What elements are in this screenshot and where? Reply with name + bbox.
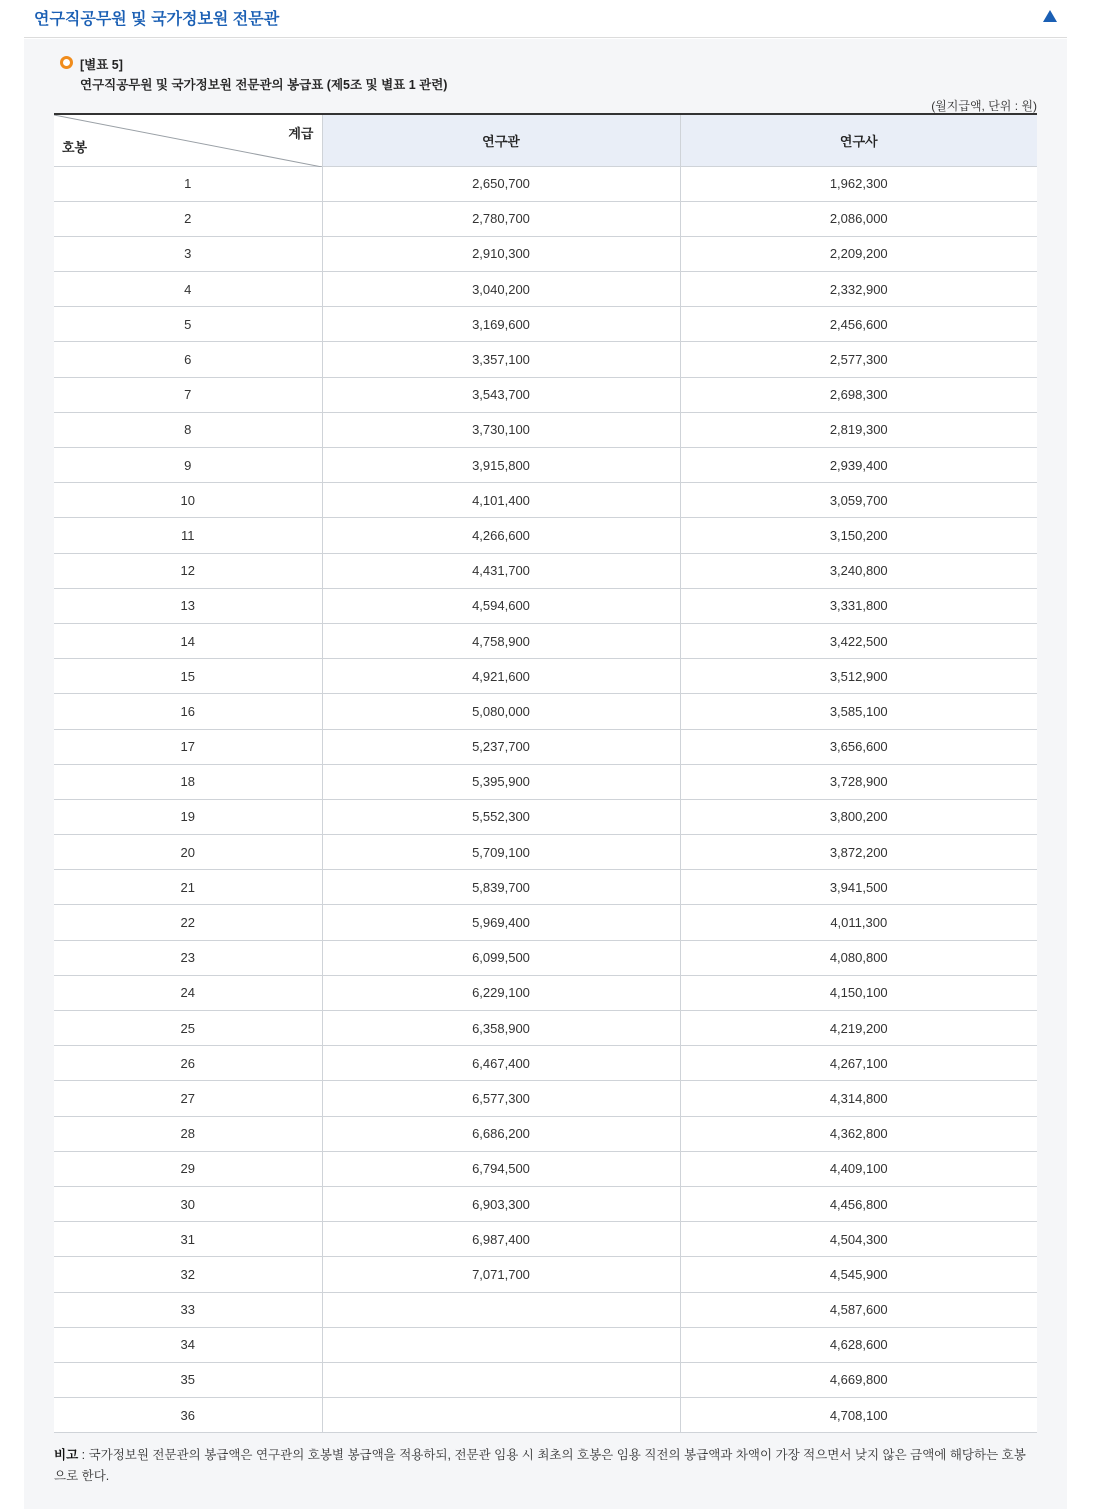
table-row <box>54 764 1037 799</box>
cell-researcher-senior: 6,987,400 <box>322 1222 680 1257</box>
cell-researcher-senior: 7,071,700 <box>322 1257 680 1292</box>
cell-step: 9 <box>54 448 322 483</box>
cell-researcher-senior: 4,594,600 <box>322 588 680 623</box>
cell-researcher-senior <box>322 1292 680 1327</box>
cell-researcher: 4,456,800 <box>680 1186 1037 1221</box>
cell-researcher-senior <box>322 1362 680 1397</box>
cell-step: 6 <box>54 342 322 377</box>
cell-step: 20 <box>54 835 322 870</box>
cell-researcher: 2,819,300 <box>680 412 1037 447</box>
cell-researcher: 2,577,300 <box>680 342 1037 377</box>
remark-text: : 국가정보원 전문관의 봉급액은 연구관의 호봉별 봉급액을 적용하되, 전문관 임용 시 최초의 호봉은 임용 직전의 봉급액과 차액이 가장 적으면서 낮지 않은 금액에 해당하는 호봉으로 한다. <box>54 1448 1026 1484</box>
cell-researcher: 4,267,100 <box>680 1046 1037 1081</box>
cell-researcher: 3,585,100 <box>680 694 1037 729</box>
cell-step: 31 <box>54 1222 322 1257</box>
cell-researcher-senior <box>322 1327 680 1362</box>
cell-step: 33 <box>54 1292 322 1327</box>
cell-researcher: 2,698,300 <box>680 377 1037 412</box>
table-row <box>54 835 1037 870</box>
cell-researcher: 4,314,800 <box>680 1081 1037 1116</box>
cell-step: 21 <box>54 870 322 905</box>
section-header[interactable] <box>24 0 1067 38</box>
table-row <box>54 799 1037 834</box>
caption-label: [별표 5] <box>80 58 123 72</box>
cell-researcher: 4,669,800 <box>680 1362 1037 1397</box>
cell-researcher-senior: 6,577,300 <box>322 1081 680 1116</box>
cell-researcher: 3,728,900 <box>680 764 1037 799</box>
cell-researcher-senior: 5,709,100 <box>322 835 680 870</box>
cell-researcher-senior: 3,357,100 <box>322 342 680 377</box>
cell-researcher-senior: 6,099,500 <box>322 940 680 975</box>
cell-researcher: 4,409,100 <box>680 1151 1037 1186</box>
cell-researcher-senior: 4,758,900 <box>322 623 680 658</box>
cell-researcher: 4,628,600 <box>680 1327 1037 1362</box>
table-row <box>54 870 1037 905</box>
table-row <box>54 236 1037 271</box>
table-row <box>54 623 1037 658</box>
cell-step: 22 <box>54 905 322 940</box>
cell-researcher: 4,150,100 <box>680 975 1037 1010</box>
cell-step: 23 <box>54 940 322 975</box>
salary-table <box>54 113 1037 1433</box>
table-row <box>54 518 1037 553</box>
cell-step: 27 <box>54 1081 322 1116</box>
cell-researcher: 4,080,800 <box>680 940 1037 975</box>
cell-researcher-senior: 6,358,900 <box>322 1011 680 1046</box>
cell-researcher: 3,059,700 <box>680 483 1037 518</box>
section-title: 연구직공무원 및 국가정보원 전문관 <box>34 11 280 28</box>
cell-researcher-senior: 5,969,400 <box>322 905 680 940</box>
cell-researcher-senior: 2,650,700 <box>322 166 680 201</box>
cell-step: 15 <box>54 659 322 694</box>
cell-step: 29 <box>54 1151 322 1186</box>
cell-step: 19 <box>54 799 322 834</box>
table-row <box>54 905 1037 940</box>
remark <box>54 1445 1037 1487</box>
cell-researcher-senior: 3,169,600 <box>322 307 680 342</box>
cell-researcher: 3,656,600 <box>680 729 1037 764</box>
cell-researcher: 4,362,800 <box>680 1116 1037 1151</box>
cell-step: 14 <box>54 623 322 658</box>
cell-step: 13 <box>54 588 322 623</box>
cell-researcher-senior: 5,552,300 <box>322 799 680 834</box>
table-row <box>54 1046 1037 1081</box>
cell-researcher: 1,962,300 <box>680 166 1037 201</box>
cell-researcher-senior: 4,921,600 <box>322 659 680 694</box>
cell-step: 3 <box>54 236 322 271</box>
cell-researcher: 3,872,200 <box>680 835 1037 870</box>
cell-step: 16 <box>54 694 322 729</box>
cell-step: 36 <box>54 1398 322 1433</box>
cell-researcher: 4,545,900 <box>680 1257 1037 1292</box>
cell-researcher-senior: 6,229,100 <box>322 975 680 1010</box>
table-row <box>54 1362 1037 1397</box>
cell-researcher-senior: 3,543,700 <box>322 377 680 412</box>
cell-researcher: 3,331,800 <box>680 588 1037 623</box>
column-header-researcher: 연구사 <box>680 114 1037 166</box>
cell-researcher: 2,456,600 <box>680 307 1037 342</box>
table-body <box>54 166 1037 1433</box>
diagonal-line <box>54 115 322 167</box>
cell-researcher: 3,240,800 <box>680 553 1037 588</box>
table-row <box>54 1116 1037 1151</box>
cell-step: 2 <box>54 201 322 236</box>
table-row <box>54 588 1037 623</box>
cell-researcher-senior: 4,431,700 <box>322 553 680 588</box>
table-row <box>54 729 1037 764</box>
cell-step: 18 <box>54 764 322 799</box>
cell-researcher-senior: 2,910,300 <box>322 236 680 271</box>
cell-researcher: 3,512,900 <box>680 659 1037 694</box>
table-row <box>54 1292 1037 1327</box>
cell-researcher: 4,708,100 <box>680 1398 1037 1433</box>
table-row <box>54 1398 1037 1433</box>
cell-researcher: 3,150,200 <box>680 518 1037 553</box>
table-row <box>54 659 1037 694</box>
table-row <box>54 377 1037 412</box>
table-row <box>54 272 1037 307</box>
content-panel <box>24 39 1067 1509</box>
triangle-up-icon <box>1041 8 1059 24</box>
cell-researcher-senior: 3,915,800 <box>322 448 680 483</box>
cell-researcher: 2,086,000 <box>680 201 1037 236</box>
table-row <box>54 694 1037 729</box>
table-row <box>54 1081 1037 1116</box>
cell-step: 30 <box>54 1186 322 1221</box>
table-row <box>54 342 1037 377</box>
cell-step: 32 <box>54 1257 322 1292</box>
cell-step: 34 <box>54 1327 322 1362</box>
table-row <box>54 553 1037 588</box>
cell-researcher: 4,587,600 <box>680 1292 1037 1327</box>
table-row <box>54 1222 1037 1257</box>
cell-researcher: 4,219,200 <box>680 1011 1037 1046</box>
cell-researcher: 4,504,300 <box>680 1222 1037 1257</box>
caption-title: 연구직공무원 및 국가정보원 전문관의 봉급표 (제5조 및 별표 1 관련) <box>80 78 448 92</box>
table-row <box>54 1257 1037 1292</box>
cell-step: 26 <box>54 1046 322 1081</box>
column-header-researcher-senior: 연구관 <box>322 114 680 166</box>
cell-researcher-senior: 5,080,000 <box>322 694 680 729</box>
corner-header <box>54 114 322 166</box>
table-row <box>54 412 1037 447</box>
cell-step: 35 <box>54 1362 322 1397</box>
cell-researcher-senior: 2,780,700 <box>322 201 680 236</box>
cell-researcher-senior: 5,237,700 <box>322 729 680 764</box>
table-row <box>54 975 1037 1010</box>
cell-researcher: 3,941,500 <box>680 870 1037 905</box>
cell-researcher-senior: 6,794,500 <box>322 1151 680 1186</box>
cell-step: 12 <box>54 553 322 588</box>
table-row <box>54 201 1037 236</box>
cell-step: 1 <box>54 166 322 201</box>
cell-researcher-senior: 6,903,300 <box>322 1186 680 1221</box>
cell-step: 24 <box>54 975 322 1010</box>
cell-researcher-senior: 5,839,700 <box>322 870 680 905</box>
table-row <box>54 307 1037 342</box>
table-row <box>54 483 1037 518</box>
cell-researcher-senior: 4,101,400 <box>322 483 680 518</box>
table-caption <box>54 55 1037 75</box>
cell-researcher-senior <box>322 1398 680 1433</box>
table-row <box>54 1327 1037 1362</box>
table-row <box>54 940 1037 975</box>
remark-label: 비고 <box>54 1448 79 1463</box>
cell-step: 8 <box>54 412 322 447</box>
corner-header-step: 호봉 <box>62 139 88 155</box>
cell-researcher-senior: 6,686,200 <box>322 1116 680 1151</box>
table-row <box>54 1011 1037 1046</box>
collapse-button[interactable] <box>1041 8 1059 24</box>
cell-step: 5 <box>54 307 322 342</box>
cell-step: 11 <box>54 518 322 553</box>
table-row <box>54 448 1037 483</box>
cell-researcher: 4,011,300 <box>680 905 1037 940</box>
cell-researcher-senior: 3,040,200 <box>322 272 680 307</box>
cell-step: 28 <box>54 1116 322 1151</box>
cell-researcher-senior: 3,730,100 <box>322 412 680 447</box>
table-row <box>54 1186 1037 1221</box>
cell-step: 7 <box>54 377 322 412</box>
cell-step: 10 <box>54 483 322 518</box>
cell-researcher: 2,332,900 <box>680 272 1037 307</box>
cell-researcher: 3,800,200 <box>680 799 1037 834</box>
circle-bullet-icon <box>60 56 73 69</box>
corner-header-grade: 계급 <box>288 126 314 141</box>
cell-researcher: 2,209,200 <box>680 236 1037 271</box>
cell-researcher-senior: 6,467,400 <box>322 1046 680 1081</box>
cell-researcher-senior: 4,266,600 <box>322 518 680 553</box>
cell-researcher: 3,422,500 <box>680 623 1037 658</box>
table-header-row <box>54 114 1037 166</box>
cell-researcher-senior: 5,395,900 <box>322 764 680 799</box>
cell-step: 4 <box>54 272 322 307</box>
unit-note: (월지급액, 단위 : 원) <box>931 99 1037 113</box>
cell-step: 17 <box>54 729 322 764</box>
cell-step: 25 <box>54 1011 322 1046</box>
table-row <box>54 166 1037 201</box>
cell-researcher: 2,939,400 <box>680 448 1037 483</box>
table-row <box>54 1151 1037 1186</box>
